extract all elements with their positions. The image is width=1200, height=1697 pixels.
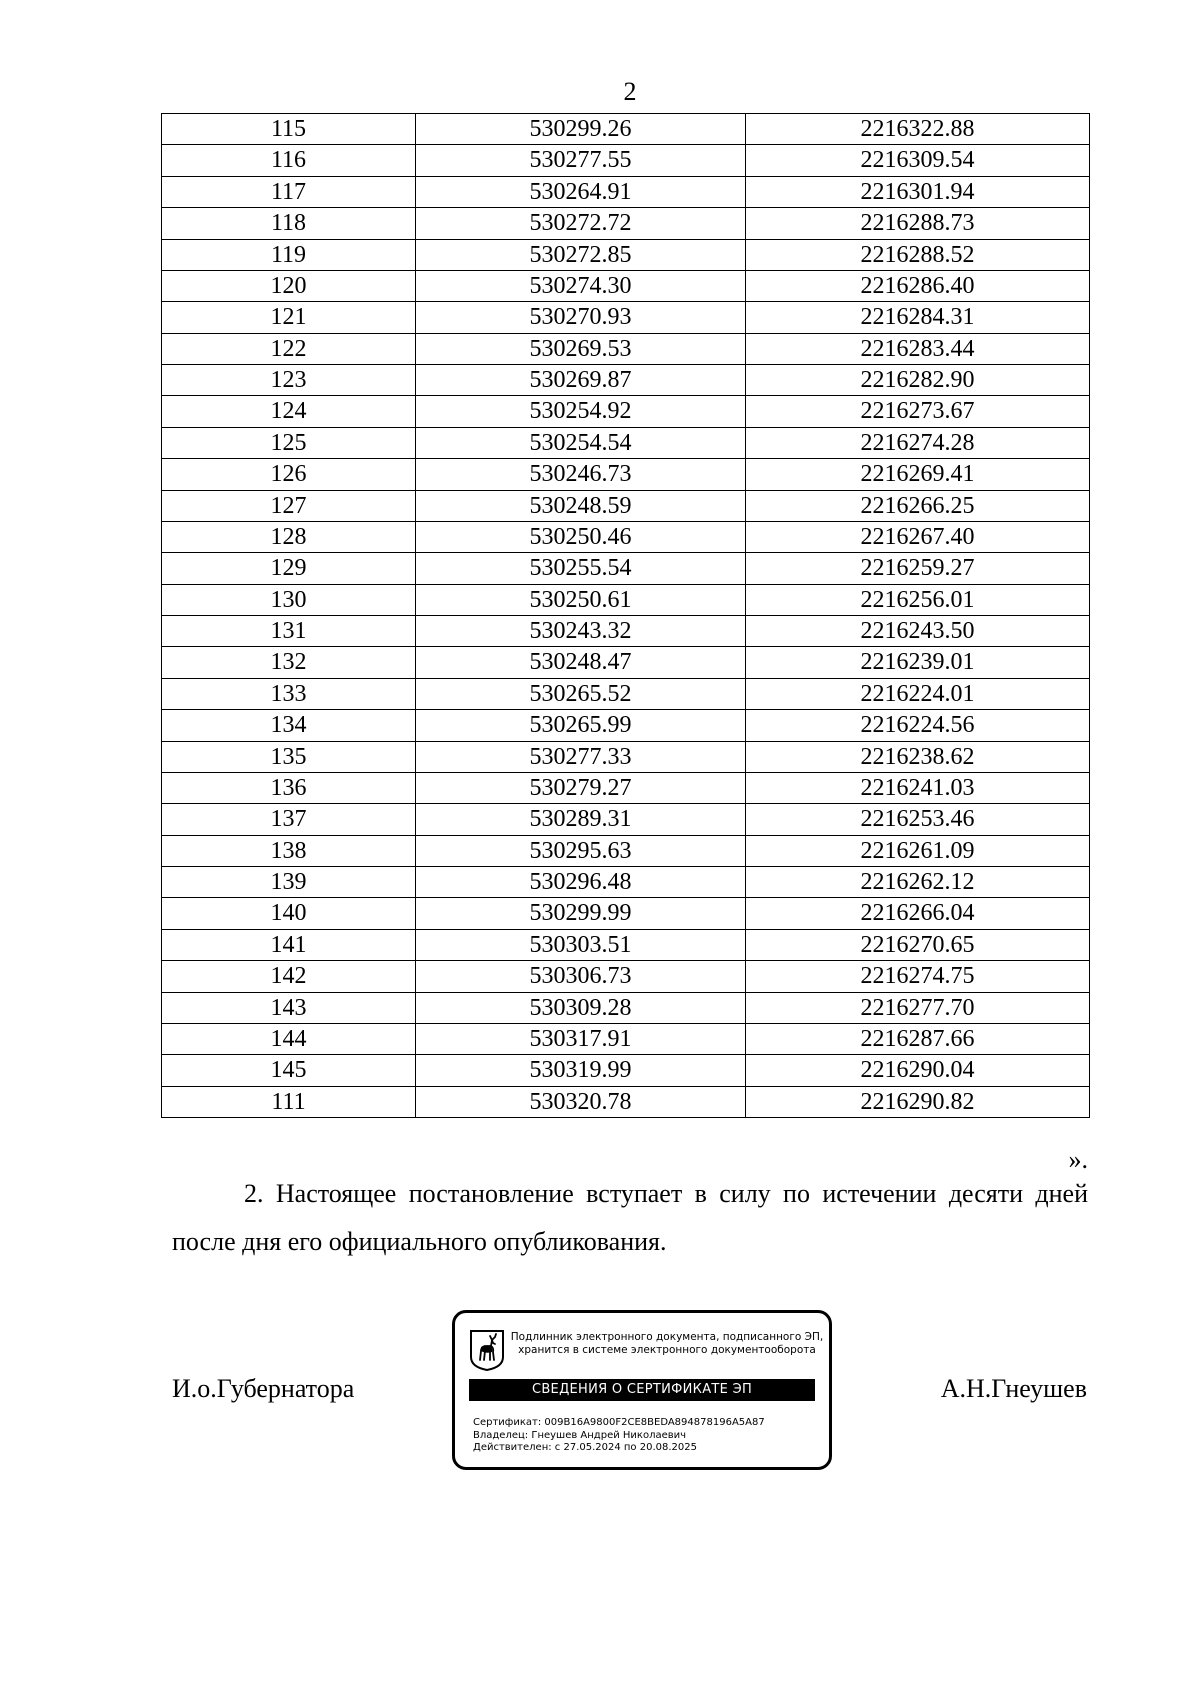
closing-quote: ». bbox=[1068, 1145, 1088, 1174]
table-row bbox=[162, 616, 1090, 647]
table-row bbox=[162, 867, 1090, 898]
point-number-cell: 132 bbox=[162, 647, 416, 678]
point-number-cell: 127 bbox=[162, 490, 416, 521]
point-number-cell: 133 bbox=[162, 678, 416, 709]
x-coordinate-cell: 530270.93 bbox=[416, 302, 746, 333]
x-coordinate-cell: 530317.91 bbox=[416, 1023, 746, 1054]
table-row bbox=[162, 490, 1090, 521]
coordinates-table-body bbox=[162, 114, 1090, 1118]
y-coordinate-cell: 2216270.65 bbox=[746, 929, 1090, 960]
stamp-owner: Владелец: Гнеушев Андрей Николаевич bbox=[473, 1429, 687, 1441]
electronic-signature-stamp bbox=[452, 1310, 832, 1470]
y-coordinate-cell: 2216224.01 bbox=[746, 678, 1090, 709]
point-number-cell: 120 bbox=[162, 270, 416, 301]
x-coordinate-cell: 530248.47 bbox=[416, 647, 746, 678]
point-number-cell: 142 bbox=[162, 961, 416, 992]
table-row bbox=[162, 929, 1090, 960]
y-coordinate-cell: 2216239.01 bbox=[746, 647, 1090, 678]
point-number-cell: 115 bbox=[162, 114, 416, 145]
table-row bbox=[162, 584, 1090, 615]
table-row bbox=[162, 365, 1090, 396]
x-coordinate-cell: 530299.99 bbox=[416, 898, 746, 929]
table-row bbox=[162, 647, 1090, 678]
effective-date-paragraph: 2. Настоящее постановление вступает в силу по истечении десяти дней после дня его официального опубликования. bbox=[172, 1179, 1088, 1256]
y-coordinate-cell: 2216288.73 bbox=[746, 208, 1090, 239]
x-coordinate-cell: 530254.92 bbox=[416, 396, 746, 427]
table-row bbox=[162, 804, 1090, 835]
table-row bbox=[162, 992, 1090, 1023]
y-coordinate-cell: 2216238.62 bbox=[746, 741, 1090, 772]
point-number-cell: 111 bbox=[162, 1086, 416, 1117]
stamp-header bbox=[509, 1331, 825, 1357]
y-coordinate-cell: 2216290.82 bbox=[746, 1086, 1090, 1117]
x-coordinate-cell: 530272.85 bbox=[416, 239, 746, 270]
y-coordinate-cell: 2216286.40 bbox=[746, 270, 1090, 301]
y-coordinate-cell: 2216282.90 bbox=[746, 365, 1090, 396]
x-coordinate-cell: 530274.30 bbox=[416, 270, 746, 301]
table-row bbox=[162, 270, 1090, 301]
y-coordinate-cell: 2216241.03 bbox=[746, 772, 1090, 803]
table-row bbox=[162, 302, 1090, 333]
table-row bbox=[162, 1055, 1090, 1086]
x-coordinate-cell: 530277.55 bbox=[416, 145, 746, 176]
stamp-title-bar: СВЕДЕНИЯ О СЕРТИФИКАТЕ ЭП bbox=[469, 1379, 815, 1401]
y-coordinate-cell: 2216309.54 bbox=[746, 145, 1090, 176]
point-number-cell: 139 bbox=[162, 867, 416, 898]
coordinates-table bbox=[161, 113, 1090, 1118]
x-coordinate-cell: 530243.32 bbox=[416, 616, 746, 647]
x-coordinate-cell: 530250.46 bbox=[416, 521, 746, 552]
y-coordinate-cell: 2216261.09 bbox=[746, 835, 1090, 866]
stamp-validity: Действителен: с 27.05.2024 по 20.08.2025 bbox=[473, 1442, 697, 1453]
x-coordinate-cell: 530289.31 bbox=[416, 804, 746, 835]
table-row bbox=[162, 114, 1090, 145]
x-coordinate-cell: 530295.63 bbox=[416, 835, 746, 866]
table-row bbox=[162, 1023, 1090, 1054]
point-number-cell: 134 bbox=[162, 710, 416, 741]
y-coordinate-cell: 2216266.25 bbox=[746, 490, 1090, 521]
table-row bbox=[162, 333, 1090, 364]
table-row bbox=[162, 835, 1090, 866]
y-coordinate-cell: 2216259.27 bbox=[746, 553, 1090, 584]
y-coordinate-cell: 2216284.31 bbox=[746, 302, 1090, 333]
point-number-cell: 128 bbox=[162, 521, 416, 552]
y-coordinate-cell: 2216301.94 bbox=[746, 176, 1090, 207]
table-row bbox=[162, 961, 1090, 992]
point-number-cell: 130 bbox=[162, 584, 416, 615]
point-number-cell: 125 bbox=[162, 427, 416, 458]
table-row bbox=[162, 427, 1090, 458]
x-coordinate-cell: 530272.72 bbox=[416, 208, 746, 239]
table-row bbox=[162, 459, 1090, 490]
x-coordinate-cell: 530255.54 bbox=[416, 553, 746, 584]
point-number-cell: 135 bbox=[162, 741, 416, 772]
signatory-position: И.о.Губернатора bbox=[172, 1374, 355, 1403]
x-coordinate-cell: 530246.73 bbox=[416, 459, 746, 490]
y-coordinate-cell: 2216274.28 bbox=[746, 427, 1090, 458]
signatory-name: А.Н.Гнеушев bbox=[940, 1374, 1087, 1403]
x-coordinate-cell: 530269.53 bbox=[416, 333, 746, 364]
y-coordinate-cell: 2216274.75 bbox=[746, 961, 1090, 992]
y-coordinate-cell: 2216273.67 bbox=[746, 396, 1090, 427]
y-coordinate-cell: 2216287.66 bbox=[746, 1023, 1090, 1054]
stamp-certificate: Сертификат: 009B16A9800F2CE8BEDA894878196A5A87 bbox=[473, 1417, 765, 1428]
y-coordinate-cell: 2216243.50 bbox=[746, 616, 1090, 647]
y-coordinate-cell: 2216224.56 bbox=[746, 710, 1090, 741]
stamp-details bbox=[473, 1417, 823, 1455]
point-number-cell: 118 bbox=[162, 208, 416, 239]
point-number-cell: 116 bbox=[162, 145, 416, 176]
point-number-cell: 138 bbox=[162, 835, 416, 866]
stamp-header-line2: хранится в системе электронного документооборота bbox=[518, 1344, 816, 1356]
table-row bbox=[162, 772, 1090, 803]
y-coordinate-cell: 2216269.41 bbox=[746, 459, 1090, 490]
table-row bbox=[162, 145, 1090, 176]
table-row bbox=[162, 1086, 1090, 1117]
x-coordinate-cell: 530265.52 bbox=[416, 678, 746, 709]
x-coordinate-cell: 530264.91 bbox=[416, 176, 746, 207]
x-coordinate-cell: 530319.99 bbox=[416, 1055, 746, 1086]
page-number: 2 bbox=[623, 77, 637, 106]
table-row bbox=[162, 898, 1090, 929]
point-number-cell: 144 bbox=[162, 1023, 416, 1054]
table-row bbox=[162, 239, 1090, 270]
point-number-cell: 122 bbox=[162, 333, 416, 364]
table-row bbox=[162, 741, 1090, 772]
y-coordinate-cell: 2216256.01 bbox=[746, 584, 1090, 615]
point-number-cell: 126 bbox=[162, 459, 416, 490]
point-number-cell: 123 bbox=[162, 365, 416, 396]
point-number-cell: 119 bbox=[162, 239, 416, 270]
x-coordinate-cell: 530306.73 bbox=[416, 961, 746, 992]
y-coordinate-cell: 2216253.46 bbox=[746, 804, 1090, 835]
y-coordinate-cell: 2216266.04 bbox=[746, 898, 1090, 929]
point-number-cell: 136 bbox=[162, 772, 416, 803]
table-row bbox=[162, 553, 1090, 584]
table-row bbox=[162, 678, 1090, 709]
x-coordinate-cell: 530309.28 bbox=[416, 992, 746, 1023]
y-coordinate-cell: 2216277.70 bbox=[746, 992, 1090, 1023]
y-coordinate-cell: 2216262.12 bbox=[746, 867, 1090, 898]
x-coordinate-cell: 530265.99 bbox=[416, 710, 746, 741]
point-number-cell: 131 bbox=[162, 616, 416, 647]
x-coordinate-cell: 530299.26 bbox=[416, 114, 746, 145]
point-number-cell: 124 bbox=[162, 396, 416, 427]
y-coordinate-cell: 2216283.44 bbox=[746, 333, 1090, 364]
table-row bbox=[162, 176, 1090, 207]
table-row bbox=[162, 710, 1090, 741]
x-coordinate-cell: 530296.48 bbox=[416, 867, 746, 898]
point-number-cell: 145 bbox=[162, 1055, 416, 1086]
table-row bbox=[162, 521, 1090, 552]
stamp-header-line1: Подлинник электронного документа, подписанного ЭП, bbox=[510, 1331, 824, 1343]
deer-emblem-icon bbox=[469, 1329, 505, 1371]
y-coordinate-cell: 2216322.88 bbox=[746, 114, 1090, 145]
x-coordinate-cell: 530277.33 bbox=[416, 741, 746, 772]
point-number-cell: 140 bbox=[162, 898, 416, 929]
point-number-cell: 137 bbox=[162, 804, 416, 835]
x-coordinate-cell: 530254.54 bbox=[416, 427, 746, 458]
x-coordinate-cell: 530250.61 bbox=[416, 584, 746, 615]
point-number-cell: 121 bbox=[162, 302, 416, 333]
x-coordinate-cell: 530320.78 bbox=[416, 1086, 746, 1117]
point-number-cell: 143 bbox=[162, 992, 416, 1023]
point-number-cell: 129 bbox=[162, 553, 416, 584]
table-row bbox=[162, 396, 1090, 427]
x-coordinate-cell: 530248.59 bbox=[416, 490, 746, 521]
table-row bbox=[162, 208, 1090, 239]
y-coordinate-cell: 2216290.04 bbox=[746, 1055, 1090, 1086]
y-coordinate-cell: 2216288.52 bbox=[746, 239, 1090, 270]
x-coordinate-cell: 530303.51 bbox=[416, 929, 746, 960]
point-number-cell: 117 bbox=[162, 176, 416, 207]
x-coordinate-cell: 530269.87 bbox=[416, 365, 746, 396]
x-coordinate-cell: 530279.27 bbox=[416, 772, 746, 803]
y-coordinate-cell: 2216267.40 bbox=[746, 521, 1090, 552]
point-number-cell: 141 bbox=[162, 929, 416, 960]
